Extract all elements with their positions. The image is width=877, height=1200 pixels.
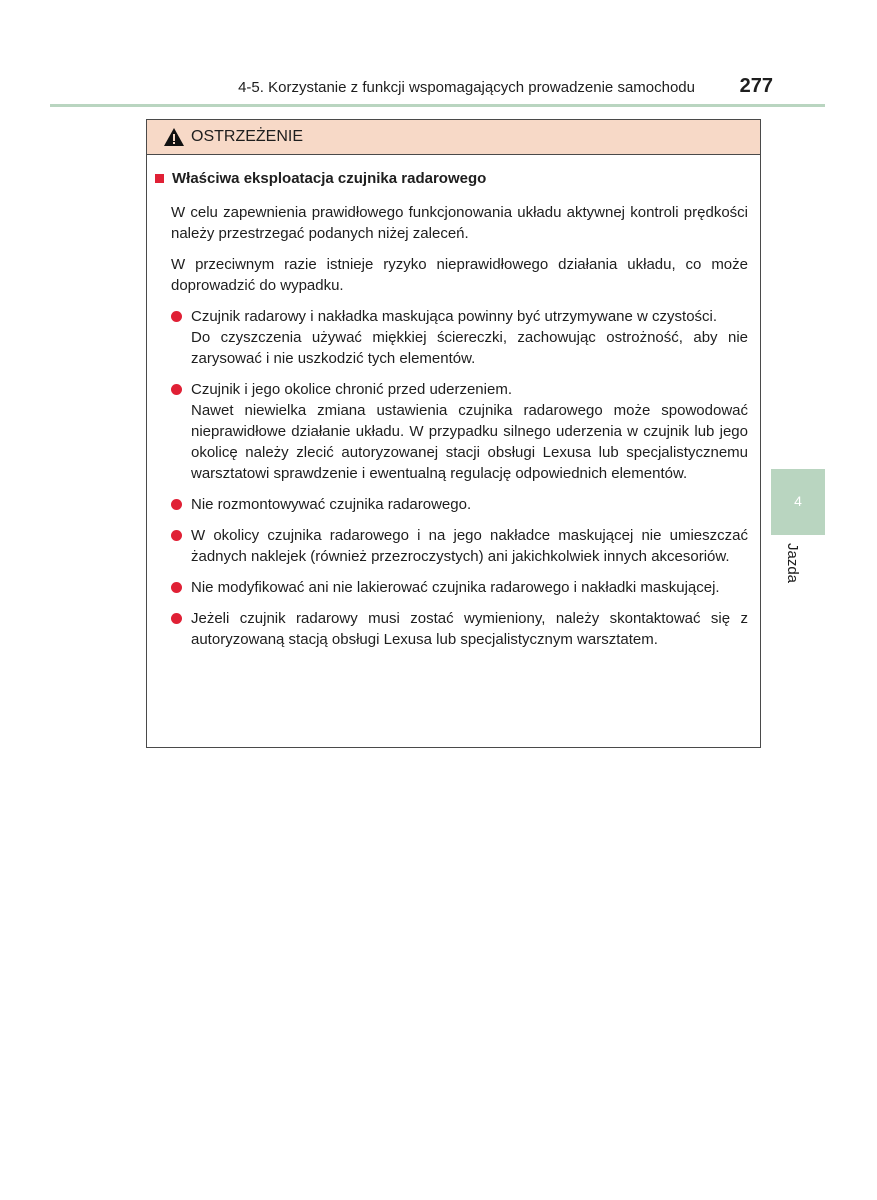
chapter-title: 4-5. Korzystanie z funkcji wspomagających prowadzenie samochodu — [238, 79, 695, 96]
red-bullet-icon — [171, 311, 182, 322]
red-bullet-icon — [171, 613, 182, 624]
paragraph: W przeciwnym razie istnieje ryzyko nieprawidłowego działania układu, co może doprowadzić do wypadku. — [171, 256, 748, 294]
list-item — [171, 525, 748, 567]
list-item — [171, 306, 748, 369]
bullet-text: Nie modyfikować ani nie lakierować czujnika radarowego i nakładki maskującej. — [191, 579, 720, 596]
bullet-text: Jeżeli czujnik radarowy musi zostać wymieniony, należy skontaktować się z autoryzowaną stacją obsługi Lexusa lub specjalistycznym warsztatem. — [191, 610, 748, 648]
bullet-text: W okolicy czujnika radarowego i na jego nakładce maskującej nie umieszczać żadnych naklejek (również przezroczystych) ani jakichkolwiek innych akcesoriów. — [191, 527, 748, 565]
chapter-tab-number: 4 — [794, 493, 802, 509]
bullet-text: Czujnik radarowy i nakładka maskująca powinny być utrzymywane w czystości. — [191, 308, 718, 325]
bullet-list — [171, 306, 748, 650]
bullet-text: Czujnik i jego okolice chronić przed uderzeniem. — [191, 381, 512, 398]
bullet-text: Do czyszczenia używać miękkiej ściereczki, zachowując ostrożność, aby nie zarysować i nie uszkodzić tych elementów. — [191, 329, 748, 367]
warning-triangle-icon — [163, 127, 185, 147]
warning-content — [171, 202, 748, 660]
red-square-marker-icon — [155, 174, 164, 183]
bullet-text: Nawet niewielka zmiana ustawienia czujnika radarowego może spowodować nieprawidłowe działanie układu. W przypadku silnego uderzenia w czujnik lub jego okolicę należy zlecić autoryzowanej stacji obsługi Lexusa lub specjalistycznemu warsztatowi sprawdzenie i ewentualną regulację odpowiednich elementów. — [191, 402, 748, 482]
paragraph: W celu zapewnienia prawidłowego funkcjonowania układu aktywnej kontroli prędkości należy przestrzegać podanych niżej zaleceń. — [171, 204, 748, 242]
page-header — [50, 70, 825, 107]
list-item — [171, 494, 748, 515]
red-bullet-icon — [171, 530, 182, 541]
red-bullet-icon — [171, 384, 182, 395]
list-item — [171, 379, 748, 484]
list-item — [171, 577, 748, 598]
warning-box — [146, 119, 761, 748]
warning-header — [147, 120, 760, 155]
warning-title: OSTRZEŻENIE — [191, 128, 304, 145]
section-heading-text: Właściwa eksploatacja czujnika radarowego — [172, 170, 487, 187]
chapter-tab — [771, 469, 825, 535]
red-bullet-icon — [171, 499, 182, 510]
bullet-text: Nie rozmontowywać czujnika radarowego. — [191, 496, 472, 513]
page-number: 277 — [739, 75, 773, 97]
section-heading — [155, 170, 486, 187]
list-item — [171, 608, 748, 650]
chapter-tab-label: Jazda — [784, 543, 801, 584]
red-bullet-icon — [171, 582, 182, 593]
